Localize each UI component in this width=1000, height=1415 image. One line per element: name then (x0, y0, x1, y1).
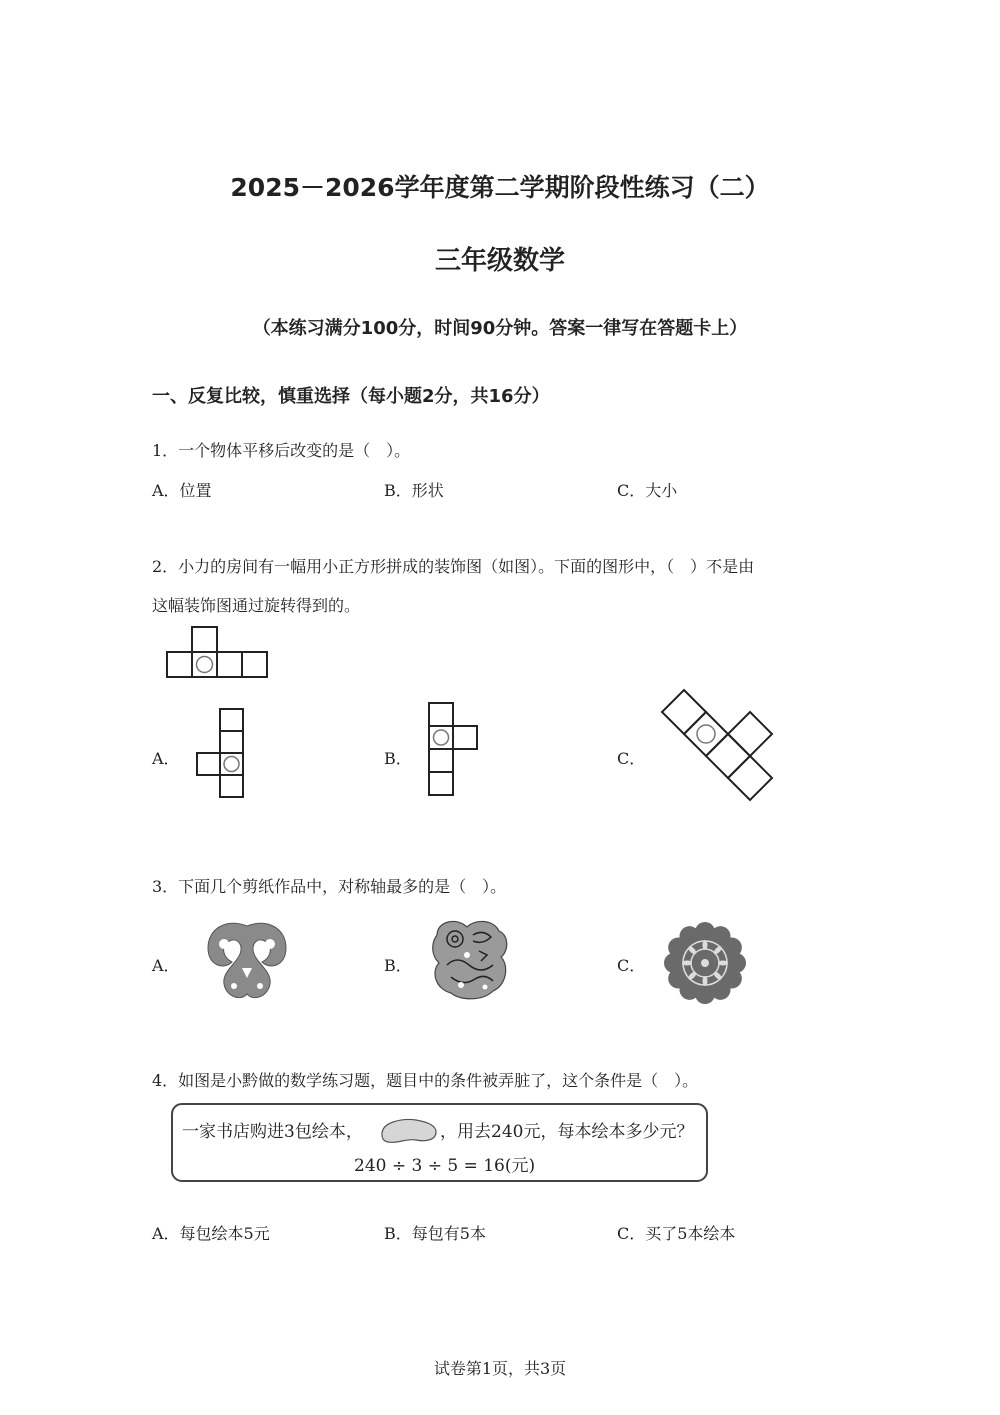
q2-option-b: B． (384, 749, 412, 768)
question-4-stem: 4．如图是小黔做的数学练习题，题目中的条件被弄脏了，这个条件是（ ）。 (152, 1071, 699, 1090)
q2-reference-figure (165, 626, 275, 681)
question-1-stem: 1．一个物体平移后改变的是（ ）。 (152, 441, 411, 460)
q4-box-text-part2: ，用去240元，每本绘本多少元？ (440, 1122, 694, 1142)
page-title: 2025－2026学年度第二学期阶段性练习（二） (230, 173, 770, 202)
q4-box-equation: 240 ÷ 3 ÷ 5 = 16(元) (354, 1156, 536, 1176)
q4-box-text-part1: 一家书店购进3包绘本， (182, 1122, 363, 1142)
q2-figure-c (660, 686, 780, 801)
q3-option-b: B． (384, 956, 412, 975)
question-3-stem: 3．下面几个剪纸作品中，对称轴最多的是（ ）。 (152, 877, 507, 896)
exam-note: （本练习满分100分，时间90分钟。答案一律写在答题卡上） (252, 318, 748, 339)
q4-option-a: A．每包绘本5元 (152, 1224, 270, 1243)
q3-option-c: C． (617, 956, 646, 975)
q2-figure-a (195, 706, 255, 801)
question-2-stem-line1: 2．小力的房间有一幅用小正方形拼成的装饰图（如图）。下面的图形中，（ ）不是由 (152, 557, 755, 576)
q2-option-a: A． (152, 749, 180, 768)
question-2-stem-line2: 这幅装饰图通过旋转得到的。 (152, 596, 361, 615)
q1-option-b: B．形状 (384, 481, 444, 500)
q3-option-a: A． (152, 956, 180, 975)
q4-option-c: C．买了5本绘本 (617, 1224, 736, 1243)
page-footer: 试卷第1页，共3页 (433, 1359, 567, 1378)
q1-option-c: C．大小 (617, 481, 678, 500)
q1-option-a: A．位置 (152, 481, 212, 500)
q2-figure-b (426, 700, 486, 800)
q2-option-c: C． (617, 749, 646, 768)
section-1-title: 一、反复比较，慎重选择（每小题2分，共16分） (152, 386, 550, 407)
q3-papercut-a-image (202, 918, 292, 1008)
subject-title: 三年级数学 (434, 246, 565, 276)
q3-papercut-c-image (660, 918, 750, 1008)
q4-option-b: B．每包有5本 (384, 1224, 486, 1243)
q3-papercut-b-image (427, 915, 517, 1005)
